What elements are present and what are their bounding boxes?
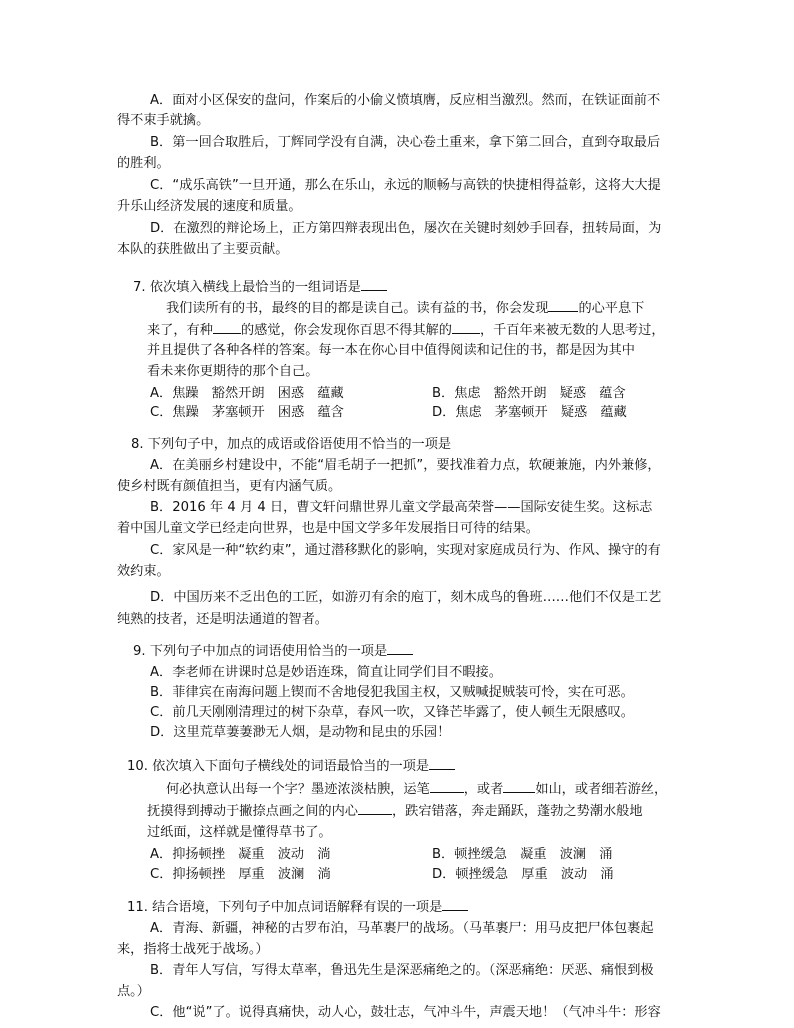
q10-passage-line1: 何必执意认出每一个字？墨迹浓淡枯腴，运笔 ，或者 如山，或者细若游丝， bbox=[166, 782, 668, 797]
q8-stem: 8. 下列句子中，加点的成语或俗语使用不恰当的一项是 bbox=[131, 437, 452, 452]
q6-option-a-line2: 得不束手就擒。 bbox=[117, 113, 210, 128]
q11-option-c-line1: C．他“说”了。说得真痛快，动人心，鼓壮志，气冲斗牛，声震天地！（气冲斗牛：形容 bbox=[150, 1005, 661, 1020]
q6-option-a-line1: A．面对小区保安的盘问，作案后的小偷义愤填膺，反应相当激烈。然而，在铁证面前不 bbox=[150, 93, 661, 108]
q7-option-d: D．焦虑 茅塞顿开 疑惑 蕴藏 bbox=[432, 405, 627, 420]
q10-option-d: D．顿挫缓急 厚重 波动 涌 bbox=[432, 867, 614, 882]
q6-option-d-line2: 本队的获胜做出了主要贡献。 bbox=[117, 242, 289, 257]
q10-option-c: C．抑扬顿挫 厚重 波澜 淌 bbox=[150, 867, 331, 882]
q10-passage-line2: 抚摸得到搏动于撇捺点画之间的内心 ，跌宕错落，奔走踊跃，蓬勃之势潮水般地 bbox=[147, 804, 643, 819]
fill-blank bbox=[358, 802, 392, 815]
answer-blank bbox=[429, 757, 455, 770]
fill-blank bbox=[430, 780, 464, 793]
q10-passage-line3: 过纸面，这样就是懂得草书了。 bbox=[147, 825, 332, 840]
fill-blank bbox=[548, 299, 578, 312]
q10-stem: 10. 依次填入下面句子横线处的词语最恰当的一项是 bbox=[127, 757, 455, 776]
q8-option-a-line2: 使乡村既有颜值担当，更有内涵气质。 bbox=[117, 479, 342, 494]
q6-option-c-line1: C．“成乐高铁”一旦开通，那么在乐山，永远的顺畅与高铁的快捷相得益彰，这将大大提 bbox=[150, 178, 661, 193]
q11-option-a-line2: 来，指将士战死于战场。） bbox=[117, 942, 269, 957]
q7-passage-line3: 并且提供了各种各样的答案。每一本在你心目中值得阅读和记住的书，都是因为其中 bbox=[147, 343, 635, 358]
q8-option-c-line2: 效约束。 bbox=[117, 564, 170, 579]
answer-blank bbox=[387, 642, 413, 655]
q7-passage-line4: 看未来你更期待的那个自己。 bbox=[147, 364, 319, 379]
q7-passage-line1: 我们读所有的书，最终的目的都是读自己。读有益的书，你会发现 的心平息下 bbox=[166, 301, 645, 316]
q9-option-b: B．菲律宾在南海问题上锲而不舍地侵犯我国主权，又贼喊捉贼装可怜，实在可恶。 bbox=[150, 685, 634, 700]
fill-blank bbox=[452, 321, 480, 334]
q10-option-a: A．抑扬顿挫 凝重 波动 淌 bbox=[150, 847, 331, 862]
q7-stem: 7. 依次填入横线上最恰当的一组词语是 bbox=[133, 278, 387, 297]
q9-stem: 9. 下列句子中加点的词语使用恰当的一项是 bbox=[133, 642, 413, 661]
answer-blank bbox=[361, 278, 387, 291]
q7-option-c: C．焦躁 茅塞顿开 困惑 蕴含 bbox=[150, 405, 344, 420]
q8-option-d-line1: D．中国历来不乏出色的工匠，如游刃有余的庖丁，刻木成鸟的鲁班……他们不仅是工艺 bbox=[150, 590, 662, 605]
q11-stem: 11. 结合语境，下列句子中加点词语解释有误的一项是 bbox=[127, 898, 468, 917]
q8-option-c-line1: C．家风是一种“软约束”，通过潜移默化的影响，实现对家庭成员行为、作风、操守的有 bbox=[150, 543, 661, 558]
q6-option-d-line1: D．在激烈的辩论场上，正方第四辩表现出色，屡次在关键时刻妙手回春，扭转局面，为 bbox=[150, 221, 662, 236]
q7-option-a: A．焦躁 豁然开朗 困惑 蕴藏 bbox=[150, 386, 344, 401]
q8-option-b-line2: 着中国儿童文学已经走向世界，也是中国文学多年发展指日可待的结果。 bbox=[117, 521, 539, 536]
fill-blank bbox=[213, 321, 241, 334]
q11-option-b-line2: 点。） bbox=[117, 984, 150, 999]
q7-passage-line2: 来了，有种 的感觉，你会发现你百思不得其解的 ，千百年来被无数的人思考过， bbox=[147, 323, 665, 338]
q9-option-c: C．前几天刚刚清理过的树下杂草，春风一吹，又锋芒毕露了，使人顿生无限感叹。 bbox=[150, 705, 634, 720]
q8-option-d-line2: 纯熟的技者，还是明法通道的智者。 bbox=[117, 612, 328, 627]
q10-option-b: B．顿挫缓急 凝重 波澜 涌 bbox=[432, 847, 613, 862]
q9-option-a: A．李老师在讲课时总是妙语连珠，简直让同学们目不暇接。 bbox=[150, 665, 502, 680]
q9-option-d: D．这里荒草萋萋渺无人烟，是动物和昆虫的乐园！ bbox=[150, 725, 451, 740]
fill-blank bbox=[503, 780, 535, 793]
q6-option-c-line2: 升乐山经济发展的速度和质量。 bbox=[117, 199, 302, 214]
q11-option-b-line1: B．青年人写信，写得太草率，鲁迅先生是深恶痛绝之的。（深恶痛绝：厌恶、痛恨到极 bbox=[150, 963, 654, 978]
q11-option-a-line1: A．青海、新疆，神秘的古罗布泊，马革裹尸的战场。（马革裹尸：用马皮把尸体包裹起 bbox=[150, 921, 654, 936]
q8-option-a-line1: A．在美丽乡村建设中，不能“眉毛胡子一把抓”，要找准着力点，软硬兼施，内外兼修， bbox=[150, 458, 661, 473]
answer-blank bbox=[442, 898, 468, 911]
q6-option-b-line2: 的胜利。 bbox=[117, 156, 170, 171]
q8-option-b-line1: B．2016 年 4 月 4 日，曹文轩问鼎世界儿童文学最高荣誉——国际安徒生奖。这标志 bbox=[150, 500, 653, 515]
q6-option-b-line1: B．第一回合取胜后，丁辉同学没有自满，决心卷土重来，拿下第二回合，直到夺取最后 bbox=[150, 135, 661, 150]
q7-option-b: B．焦虑 豁然开朗 疑惑 蕴含 bbox=[432, 386, 626, 401]
